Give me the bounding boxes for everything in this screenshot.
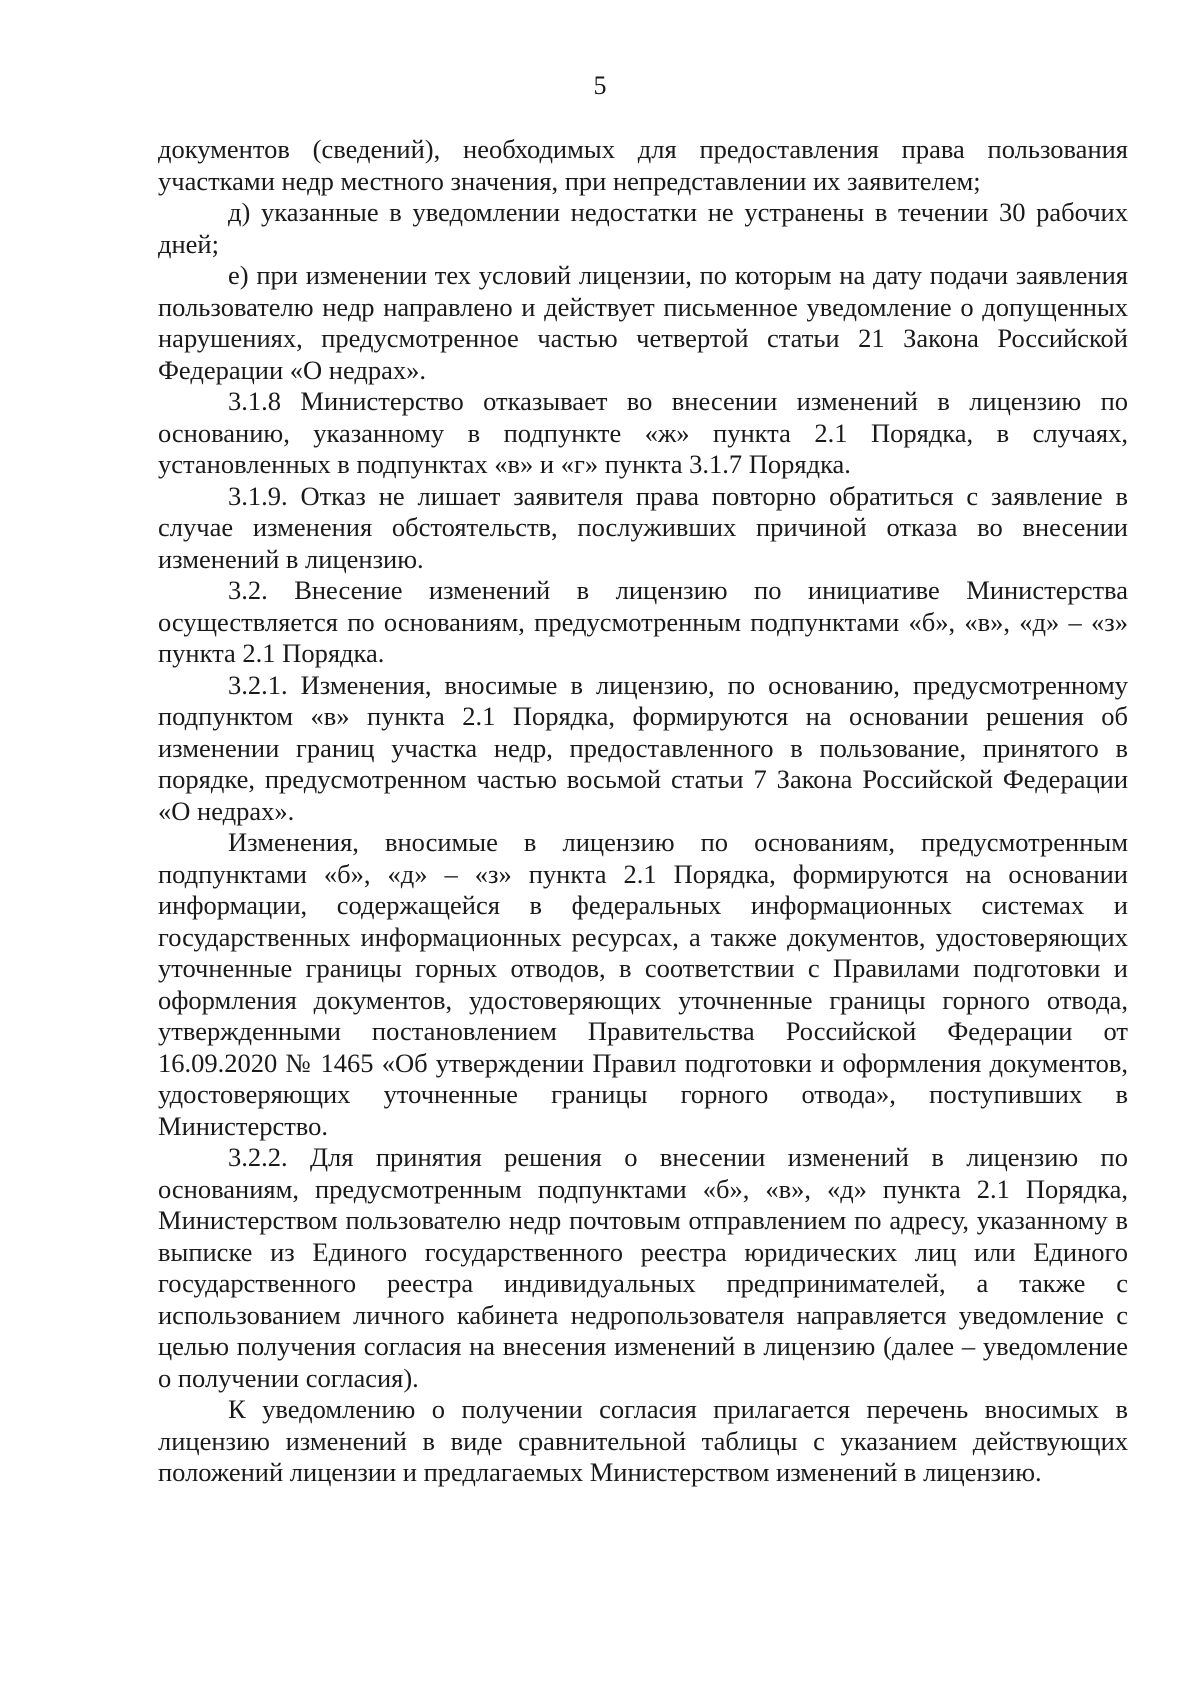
paragraph: документов (сведений), необходимых для предоставления права пользования участками недр местного значения, при непредставлении их заявителем; [158, 134, 1128, 196]
paragraph: Изменения, вносимые в лицензию по основаниям, предусмотренным подпунктами «б», «д» – «з» пункта 2.1 Порядка, формируются на основании информации, содержащейся в федеральных информационных системах и государственных информационных ресурсах, а также документов, удостоверяющих уточненные границы горных отводов, в соответствии с Правилами подготовки и оформления документов, удостоверяющих уточненные границы горного отвода, утвержденными постановлением Правительства Российской Федерации от 16.09.2020 № 1465 «Об утверждении Правил подготовки и оформления документов, удостоверяющих уточненные границы горного отвода», поступивших в Министерство. [158, 827, 1128, 1141]
paragraph: 3.2.2. Для принятия решения о внесении изменений в лицензию по основаниям, предусмотренным подпунктами «б», «в», «д» пункта 2.1 Порядка, Министерством пользователю недр почтовым отправлением по адресу, указанному в выписке из Единого государственного реестра юридических лиц или Единого государственного реестра индивидуальных предпринимателей, а также с использованием личного кабинета недропользователя направляется уведомление с целью получения согласия на внесения изменений в лицензию (далее – уведомление о получении согласия). [158, 1142, 1128, 1393]
paragraph: 3.1.9. Отказ не лишает заявителя права повторно обратиться с заявление в случае изменения обстоятельств, послуживших причиной отказа во внесении изменений в лицензию. [158, 480, 1128, 574]
paragraph: К уведомлению о получении согласия прилагается перечень вносимых в лицензию изменений в виде сравнительной таблицы с указанием действующих положений лицензии и предлагаемых Министерством изменений в лицензию. [158, 1394, 1128, 1487]
paragraph: 3.2. Внесение изменений в лицензию по инициативе Министерства осуществляется по основаниям, предусмотренным подпунктами «б», «в», «д» – «з» пункта 2.1 Порядка. [158, 575, 1128, 668]
document-body [158, 134, 1128, 1489]
paragraph: 3.1.8 Министерство отказывает во внесении изменений в лицензию по основанию, указанному в подпункте «ж» пункта 2.1 Порядка, в случаях, установленных в подпунктах «в» и «г» пункта 3.1.7 Порядка. [158, 386, 1128, 479]
paragraph: е) при изменении тех условий лицензии, по которым на дату подачи заявления пользователю недр направлено и действует письменное уведомление о допущенных нарушениях, предусмотренное частью четвертой статьи 21 Закона Российской Федерации «О недрах». [158, 260, 1128, 385]
paragraph: 3.2.1. Изменения, вносимые в лицензию, по основанию, предусмотренному подпунктом «в» пункта 2.1 Порядка, формируются на основании решения об изменении границ участка недр, предоставленного в пользование, принятого в порядке, предусмотренном частью восьмой статьи 7 Закона Российской Федерации «О недрах». [158, 669, 1128, 826]
page-number: 5 [593, 71, 607, 100]
paragraph: д) указанные в уведомлении недостатки не устранены в течении 30 рабочих дней; [158, 197, 1128, 259]
